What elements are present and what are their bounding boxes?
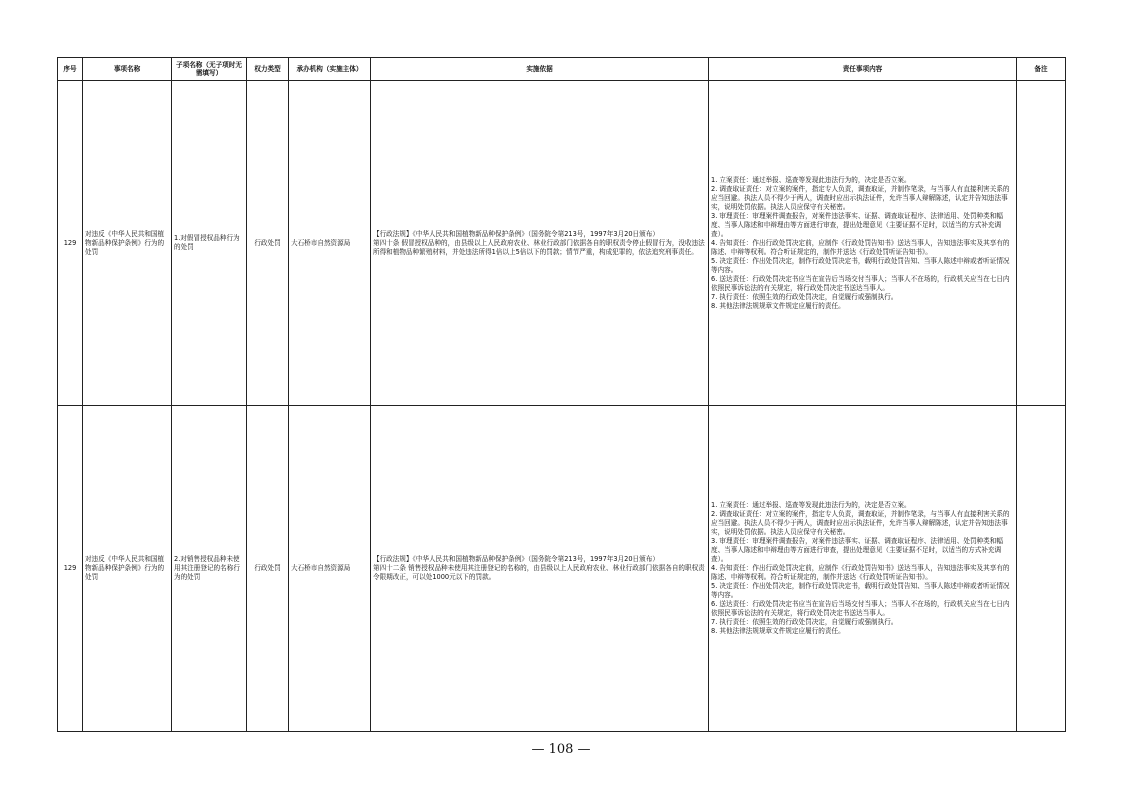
duty-item: 6. 送达责任：行政处罚决定书应当在宣告后当场交付当事人；当事人不在场的，行政机关应当在七日内依照民事诉讼法的有关规定，将行政处罚决定书送达当事人。 <box>711 274 1010 292</box>
duty-item: 2. 调查取证责任：对立案的案件，指定专人负责，调查取证，并制作笔录，与当事人有直接利害关系的应当回避。执法人员不得少于两人，调查时应出示执法证件，允许当事人辩解陈述，认定并告知违法事实，说明处罚依据。执法人员应保守有关秘密。 <box>711 510 1010 536</box>
basis-article: 第四十二条 销售授权品种未使用其注册登记的名称的，由县级以上人民政府农业、林业行政部门依据各自的职权责令限期改正，可以处1000元以下的罚款。 <box>373 564 705 581</box>
duty-item: 4. 告知责任：作出行政处罚决定前，应制作《行政处罚告知书》送达当事人，告知违法事实及其享有的陈述、申辩等权利。符合听证规定的，制作并送达《行政处罚听证告知书》。 <box>711 238 1010 256</box>
duty-item: 8. 其他法律法规规章文件规定应履行的责任。 <box>711 301 845 310</box>
duty-item: 3. 审理责任：审理案件调查报告，对案件违法事实、证据、调查取证程序、法律适用、处罚种类和幅度、当事人陈述和申辩理由等方面进行审查，提出处理意见（主要证据不足时，以适当的方式补充调查）。 <box>711 537 1003 563</box>
header-duties: 责任事项内容 <box>709 58 1017 81</box>
header-seq: 序号 <box>58 58 83 81</box>
header-remark: 备注 <box>1017 58 1066 81</box>
cell-power-type: 行政处罚 <box>247 406 289 732</box>
cell-basis <box>371 81 709 406</box>
header-item-name: 事项名称 <box>83 58 172 81</box>
cell-duties <box>709 81 1017 406</box>
table-row <box>58 81 1066 406</box>
basis-article: 第四十条 假冒授权品种的，由县级以上人民政府农业、林业行政部门依据各自的职权责令停止假冒行为，没收违法所得和植物品种繁殖材料，并处违法所得1倍以上5倍以下的罚款；情节严重，构成犯罪的，依法追究刑事责任。 <box>373 238 705 256</box>
duty-item: 5. 决定责任：作出处罚决定，制作行政处罚决定书，载明行政处罚告知、当事人陈述申辩或者听证情况等内容。 <box>711 582 1010 599</box>
cell-organ: 大石桥市自然资源局 <box>289 81 371 406</box>
cell-organ: 大石桥市自然资源局 <box>289 406 371 732</box>
cell-item-name: 对违反《中华人民共和国植物新品种保护条例》行为的处罚 <box>83 81 172 406</box>
table-row <box>58 406 1066 732</box>
header-sub-item-name: 子项名称（无子项时无需填写） <box>172 58 247 81</box>
duty-item: 5. 决定责任：作出处罚决定，制作行政处罚决定书，载明行政处罚告知、当事人陈述申辩或者听证情况等内容。 <box>711 256 1010 274</box>
header-organ: 承办机构（实施主体） <box>289 58 371 81</box>
duty-item: 1. 立案责任：通过举报、巡查等发现此违法行为的，决定是否立案。 <box>711 175 911 184</box>
duty-item: 3. 审理责任：审理案件调查报告，对案件违法事实、证据、调查取证程序、法律适用、处罚种类和幅度、当事人陈述和申辩理由等方面进行审查，提出处理意见（主要证据不足时，以适当的方式补充调查）。 <box>711 211 1003 238</box>
cell-basis <box>371 406 709 732</box>
duty-item: 1. 立案责任：通过举报、巡查等发现此违法行为的，决定是否立案。 <box>711 501 911 509</box>
duty-item: 6. 送达责任：行政处罚决定书应当在宣告后当场交付当事人；当事人不在场的，行政机关应当在七日内依照民事诉讼法的有关规定，将行政处罚决定书送达当事人。 <box>711 600 1010 617</box>
cell-duties <box>709 406 1017 732</box>
duty-item: 2. 调查取证责任：对立案的案件，指定专人负责，调查取证，并制作笔录，与当事人有直接利害关系的应当回避。执法人员不得少于两人，调查时应出示执法证件，允许当事人辩解陈述，认定并告知违法事实，说明处罚依据。执法人员应保守有关秘密。 <box>711 184 1010 211</box>
header-basis: 实施依据 <box>371 58 709 81</box>
duty-item: 7. 执行责任：依照生效的行政处罚决定，自觉履行或强制执行。 <box>711 292 898 301</box>
basis-source: 【行政法规】《中华人民共和国植物新品种保护条例》（国务院令第213号，1997年3月20日颁布） <box>373 555 659 563</box>
cell-seq: 129 <box>58 81 83 406</box>
page-number: — 108 — <box>531 742 591 757</box>
cell-remark <box>1017 406 1066 732</box>
cell-seq: 129 <box>58 406 83 732</box>
cell-item-name: 对违反《中华人民共和国植物新品种保护条例》行为的处罚 <box>83 406 172 732</box>
cell-sub-item-name: 1.对假冒授权品种行为的处罚 <box>172 81 247 406</box>
header-power-type: 权力类型 <box>247 58 289 81</box>
cell-sub-item-name: 2.对销售授权品种未使用其注册登记的名称行为的处罚 <box>172 406 247 732</box>
table-header-row <box>58 58 1066 81</box>
cell-power-type: 行政处罚 <box>247 81 289 406</box>
duty-item: 4. 告知责任：作出行政处罚决定前，应制作《行政处罚告知书》送达当事人，告知违法事实及其享有的陈述、申辩等权利。符合听证规定的，制作并送达《行政处罚听证告知书》。 <box>711 564 1010 581</box>
duty-item: 7. 执行责任：依照生效的行政处罚决定，自觉履行或强制执行。 <box>711 618 898 626</box>
cell-remark <box>1017 81 1066 406</box>
duty-item: 8. 其他法律法规规章文件规定应履行的责任。 <box>711 627 845 635</box>
basis-source: 【行政法规】《中华人民共和国植物新品种保护条例》（国务院令第213号，1997年3月20日颁布） <box>373 229 659 238</box>
power-list-table <box>57 57 1066 732</box>
